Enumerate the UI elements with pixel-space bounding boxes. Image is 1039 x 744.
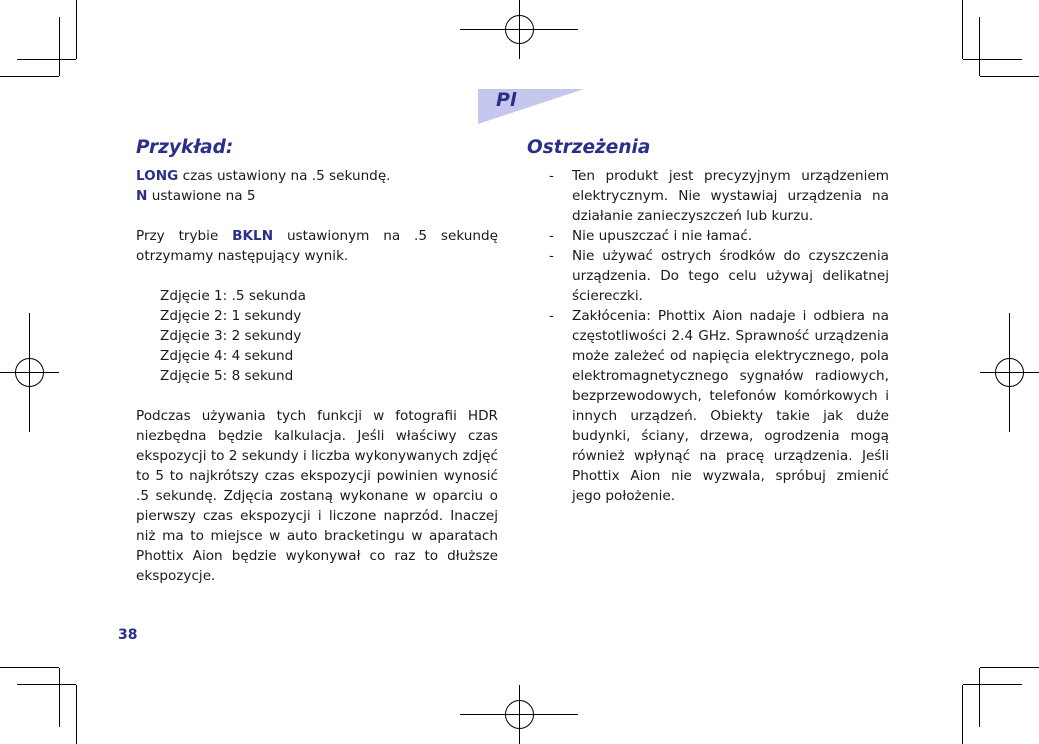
bkln-label: BKLN bbox=[232, 228, 274, 244]
bullet-dash: - bbox=[549, 308, 554, 324]
warning-item: - Nie używać ostrych środków do czyszczenia urządzenia. Do tego celu używaj delikatnej ściereczki. bbox=[549, 248, 889, 304]
n-text: ustawione na 5 bbox=[147, 188, 256, 204]
page-number: 38 bbox=[118, 627, 138, 643]
warnings-list bbox=[527, 166, 889, 506]
n-setting-line bbox=[136, 186, 498, 206]
language-tab-label: Pl bbox=[496, 89, 517, 111]
warnings-heading: Ostrzeżenia bbox=[527, 137, 651, 158]
example-section bbox=[136, 136, 498, 586]
example-heading: Przykład: bbox=[136, 137, 234, 158]
long-setting-line bbox=[136, 166, 498, 186]
shot-list bbox=[136, 286, 498, 386]
n-label: N bbox=[136, 188, 148, 204]
warning-item: - Nie upuszczać i nie łamać. bbox=[549, 228, 753, 244]
bullet-dash: - bbox=[549, 168, 554, 184]
warning-item: - Ten produkt jest precyzyjnym urządzeniem elektrycznym. Nie wystawiaj urządzenia na działanie zanieczyszczeń lub kurzu. bbox=[549, 168, 889, 224]
bullet-dash: - bbox=[549, 248, 554, 264]
language-tab-shape bbox=[478, 89, 584, 124]
long-label: LONG bbox=[136, 168, 179, 184]
bkln-paragraph: Przy trybie BKLN ustawionym na .5 sekundę otrzymamy następujący wynik. bbox=[136, 228, 498, 264]
shot-item: Zdjęcie 2: 1 sekundy bbox=[160, 308, 302, 324]
warnings-section bbox=[527, 136, 889, 506]
long-text: czas ustawiony na .5 sekundę. bbox=[178, 168, 391, 184]
shot-item: Zdjęcie 4: 4 sekund bbox=[160, 348, 294, 364]
shot-item: Zdjęcie 5: 8 sekund bbox=[160, 368, 294, 384]
bullet-dash: - bbox=[549, 228, 554, 244]
warning-item: - Zakłócenia: Phottix Aion nadaje i odbiera na częstotliwości 2.4 GHz. Sprawność urządzenia może zależeć od napięcia elektrycznego, pola elektromagnetycznego sygnałów radiowych, bezprzewodowych, telefonów komórkowych i innych urządzeń. Obiekty takie jak duże budynki, ściany, drzewa, ogrodzenia mogą również wpłynąć na pracę urządzenia. Jeśli Phottix Aion nie wyzwala, spróbuj zmienić jego położenie. bbox=[549, 308, 889, 504]
shot-item: Zdjęcie 1: .5 sekunda bbox=[160, 288, 306, 304]
shot-item: Zdjęcie 3: 2 sekundy bbox=[160, 328, 302, 344]
hdr-paragraph: Podczas używania tych funkcji w fotografii HDR niezbędna będzie kalkulacja. Jeśli właściwy czas ekspozycji to 2 sekundy i liczba wykonywanych zdjęć to 5 to najkrótszy czas ekspozycji powinien wynosić .5 sekundę. Zdjęcia zostaną wykonane w oparciu o pierwszy czas ekspozycji i liczone naprzód. Inaczej niż ma to miejsce w auto bracketingu w aparatach Phottix Aion będzie wykonywał co raz to dłuższe ekspozycje. bbox=[136, 408, 498, 584]
